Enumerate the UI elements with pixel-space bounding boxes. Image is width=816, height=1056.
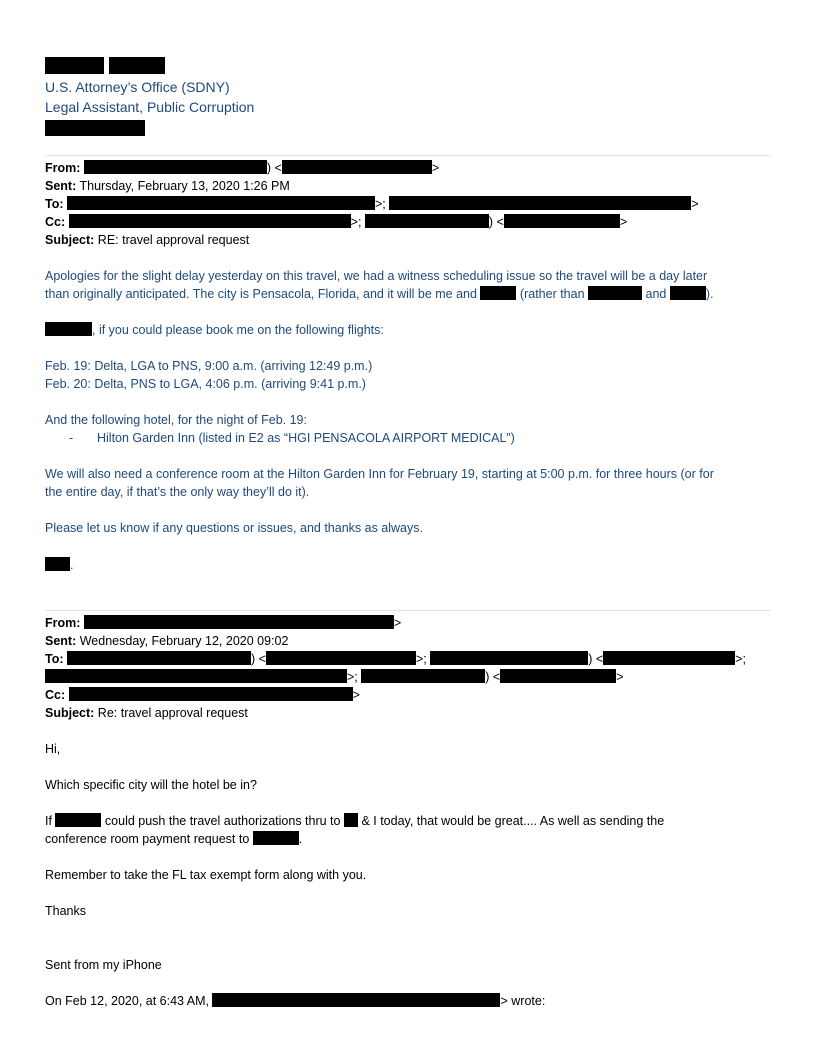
redaction xyxy=(504,214,620,228)
reply-subject-line: Subject: RE: travel approval request xyxy=(45,233,250,247)
redaction xyxy=(45,557,70,571)
redaction xyxy=(67,196,375,210)
redaction xyxy=(588,286,642,300)
redaction xyxy=(212,993,500,1007)
reply-subject-value: RE: travel approval request xyxy=(97,233,250,247)
conference-line2: the entire day, if that’s the only way they’ll do it). xyxy=(45,485,310,499)
reply-para1-line1: Apologies for the slight delay yesterday on this travel, we had a witness scheduling issue so the travel will be a day later xyxy=(45,269,708,283)
original-para-line2: conference room payment request to . xyxy=(45,832,303,846)
redaction xyxy=(69,214,351,228)
sent-from-iphone: Sent from my iPhone xyxy=(45,958,162,972)
redaction-name-last xyxy=(109,57,165,74)
redaction xyxy=(69,687,353,701)
signature-office: U.S. Attorney’s Office (SDNY) xyxy=(45,79,230,95)
redaction xyxy=(45,322,92,336)
flight-1: Feb. 19: Delta, LGA to PNS, 9:00 a.m. (arriving 12:49 p.m.) xyxy=(45,359,373,373)
original-to-line1: To: ) < >; ) < >; xyxy=(45,652,746,666)
reply-to-line: To: >; > xyxy=(45,197,699,211)
reply-para1-line2: than originally anticipated. The city is Pensacola, Florida, and it will be me and (rather than and ). xyxy=(45,287,714,301)
original-question: Which specific city will the hotel be in? xyxy=(45,778,257,792)
redaction xyxy=(45,669,347,683)
original-from-line: From: > xyxy=(45,616,402,630)
quote-header: On Feb 12, 2020, at 6:43 AM, > wrote: xyxy=(45,994,546,1008)
divider-top xyxy=(45,155,771,156)
redaction xyxy=(603,651,735,665)
hotel-intro: And the following hotel, for the night of Feb. 19: xyxy=(45,413,307,427)
reply-signoff: . xyxy=(45,556,73,574)
original-reminder: Remember to take the FL tax exempt form along with you. xyxy=(45,868,367,882)
original-cc-line: Cc: > xyxy=(45,688,360,702)
conference-line1: We will also need a conference room at the Hilton Garden Inn for February 19, starting at 5:00 p.m. for three hours (or for xyxy=(45,467,714,481)
divider-middle xyxy=(45,610,771,611)
redaction xyxy=(500,669,616,683)
redaction xyxy=(480,286,516,300)
reply-sent-line: Sent: Thursday, February 13, 2020 1:26 PM xyxy=(45,179,290,193)
original-para-line1: If could push the travel authorizations thru to & I today, that would be great.... As well as sending the xyxy=(45,814,665,828)
redaction xyxy=(84,615,394,629)
redaction xyxy=(55,813,101,827)
original-thanks: Thanks xyxy=(45,904,86,918)
redaction-name-first xyxy=(45,57,104,74)
redaction xyxy=(670,286,706,300)
redaction xyxy=(282,160,432,174)
redaction xyxy=(266,651,416,665)
hotel-dash: - xyxy=(69,431,74,445)
reply-request-line: , if you could please book me on the following flights: xyxy=(45,321,384,339)
reply-cc-line: Cc: >; ) < > xyxy=(45,215,628,229)
redaction xyxy=(365,214,489,228)
redaction xyxy=(67,651,251,665)
original-subject-value: Re: travel approval request xyxy=(97,706,248,720)
redaction xyxy=(430,651,588,665)
reply-from-line: From: ) < > xyxy=(45,161,440,175)
redaction xyxy=(361,669,485,683)
original-subject-line: Subject: Re: travel approval request xyxy=(45,706,248,720)
signature-title: Legal Assistant, Public Corruption xyxy=(45,99,255,115)
flight-2: Feb. 20: Delta, PNS to LGA, 4:06 p.m. (arriving 9:41 p.m.) xyxy=(45,377,366,391)
redaction xyxy=(84,160,267,174)
original-sent-line: Sent: Wednesday, February 12, 2020 09:02 xyxy=(45,634,289,648)
original-greeting: Hi, xyxy=(45,742,61,756)
original-sent-value: Wednesday, February 12, 2020 09:02 xyxy=(79,634,289,648)
reply-sent-value: Thursday, February 13, 2020 1:26 PM xyxy=(79,179,290,193)
redaction-phone xyxy=(45,120,145,136)
redaction xyxy=(344,813,358,827)
reply-closing: Please let us know if any questions or issues, and thanks as always. xyxy=(45,521,423,535)
redaction xyxy=(253,831,299,845)
redaction xyxy=(389,196,691,210)
hotel-item: Hilton Garden Inn (listed in E2 as “HGI PENSACOLA AIRPORT MEDICAL”) xyxy=(97,431,515,445)
original-to-line2: >; ) < > xyxy=(45,668,624,686)
